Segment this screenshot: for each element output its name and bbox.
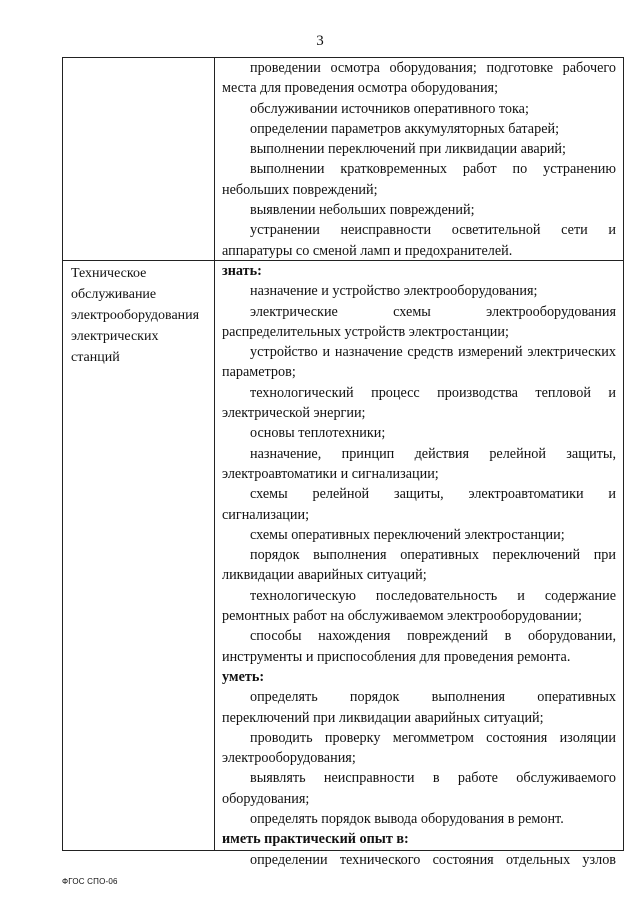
page-number: 3 bbox=[316, 33, 324, 49]
module-title-line: Техническое bbox=[71, 266, 147, 281]
column-divider bbox=[214, 261, 215, 851]
know-item: электрические схемы электрооборудования распределительных устройств электростанции; bbox=[222, 303, 616, 340]
know-item: назначение, принцип действия релейной защиты, электроавтоматики и сигнализации; bbox=[222, 445, 616, 482]
know-item: технологический процесс производства тепловой и электрической энергии; bbox=[222, 384, 616, 422]
row-2-content-cell bbox=[222, 261, 616, 870]
list-item: выполнении переключений при ликвидации аварий; bbox=[250, 141, 566, 158]
can-item: определять порядок выполнения оперативных переключений при ликвидации аварийных ситуаций; bbox=[222, 689, 616, 726]
know-item: способы нахождения повреждений в оборудовании, инструменты и приспособления для проведения ремонта. bbox=[222, 628, 616, 665]
competency-table bbox=[62, 57, 624, 868]
experience-item: определении технического состояния отдельных узлов bbox=[250, 851, 616, 868]
know-item: назначение и устройство электрооборудования; bbox=[250, 283, 538, 300]
know-item: порядок выполнения оперативных переключений при ликвидации аварийных ситуаций; bbox=[222, 547, 616, 584]
can-item: проводить проверку мегомметром состояния изоляции электрооборудования; bbox=[222, 729, 616, 767]
table-row-1 bbox=[63, 58, 623, 261]
module-title bbox=[71, 263, 213, 368]
know-item: технологическую последовательность и содержание ремонтных работ на обслуживаемом электрооборудовании; bbox=[222, 587, 616, 625]
list-item: устранении неисправности осветительной сети и аппаратуры со сменой ламп и предохранителей. bbox=[222, 222, 616, 259]
experience-heading: иметь практический опыт в: bbox=[222, 831, 409, 848]
column-divider bbox=[214, 58, 215, 260]
table-row-2 bbox=[63, 261, 623, 868]
know-item: схемы оперативных переключений электростанции; bbox=[250, 526, 565, 543]
list-item: выполнении кратковременных работ по устранению небольших повреждений; bbox=[222, 161, 616, 198]
can-item: выявлять неисправности в работе обслуживаемого оборудования; bbox=[222, 770, 616, 807]
can-heading: уметь: bbox=[222, 668, 265, 685]
list-item: выявлении небольших повреждений; bbox=[250, 202, 475, 219]
module-title-line: электрооборудования bbox=[71, 308, 200, 323]
know-item: устройство и назначение средств измерений электрических параметров; bbox=[222, 344, 616, 381]
module-title-line: обслуживание bbox=[71, 287, 157, 302]
module-title-line: станций bbox=[71, 350, 120, 365]
know-heading: знать: bbox=[222, 263, 262, 279]
module-title-line: электрических bbox=[71, 329, 159, 344]
row-1-content-cell bbox=[222, 58, 616, 261]
list-item: обслуживании источников оперативного тока; bbox=[250, 100, 529, 117]
document-code-footer: ФГОС СПО-06 bbox=[62, 877, 118, 886]
know-item: схемы релейной защиты, электроавтоматики и сигнализации; bbox=[222, 486, 616, 523]
can-item: определять порядок вывода оборудования в ремонт. bbox=[250, 811, 564, 828]
list-item: определении параметров аккумуляторных батарей; bbox=[250, 120, 560, 137]
know-item: основы теплотехники; bbox=[250, 425, 386, 442]
list-item: проведении осмотра оборудования; подготовке рабочего места для проведения осмотра оборудования; bbox=[222, 60, 616, 97]
